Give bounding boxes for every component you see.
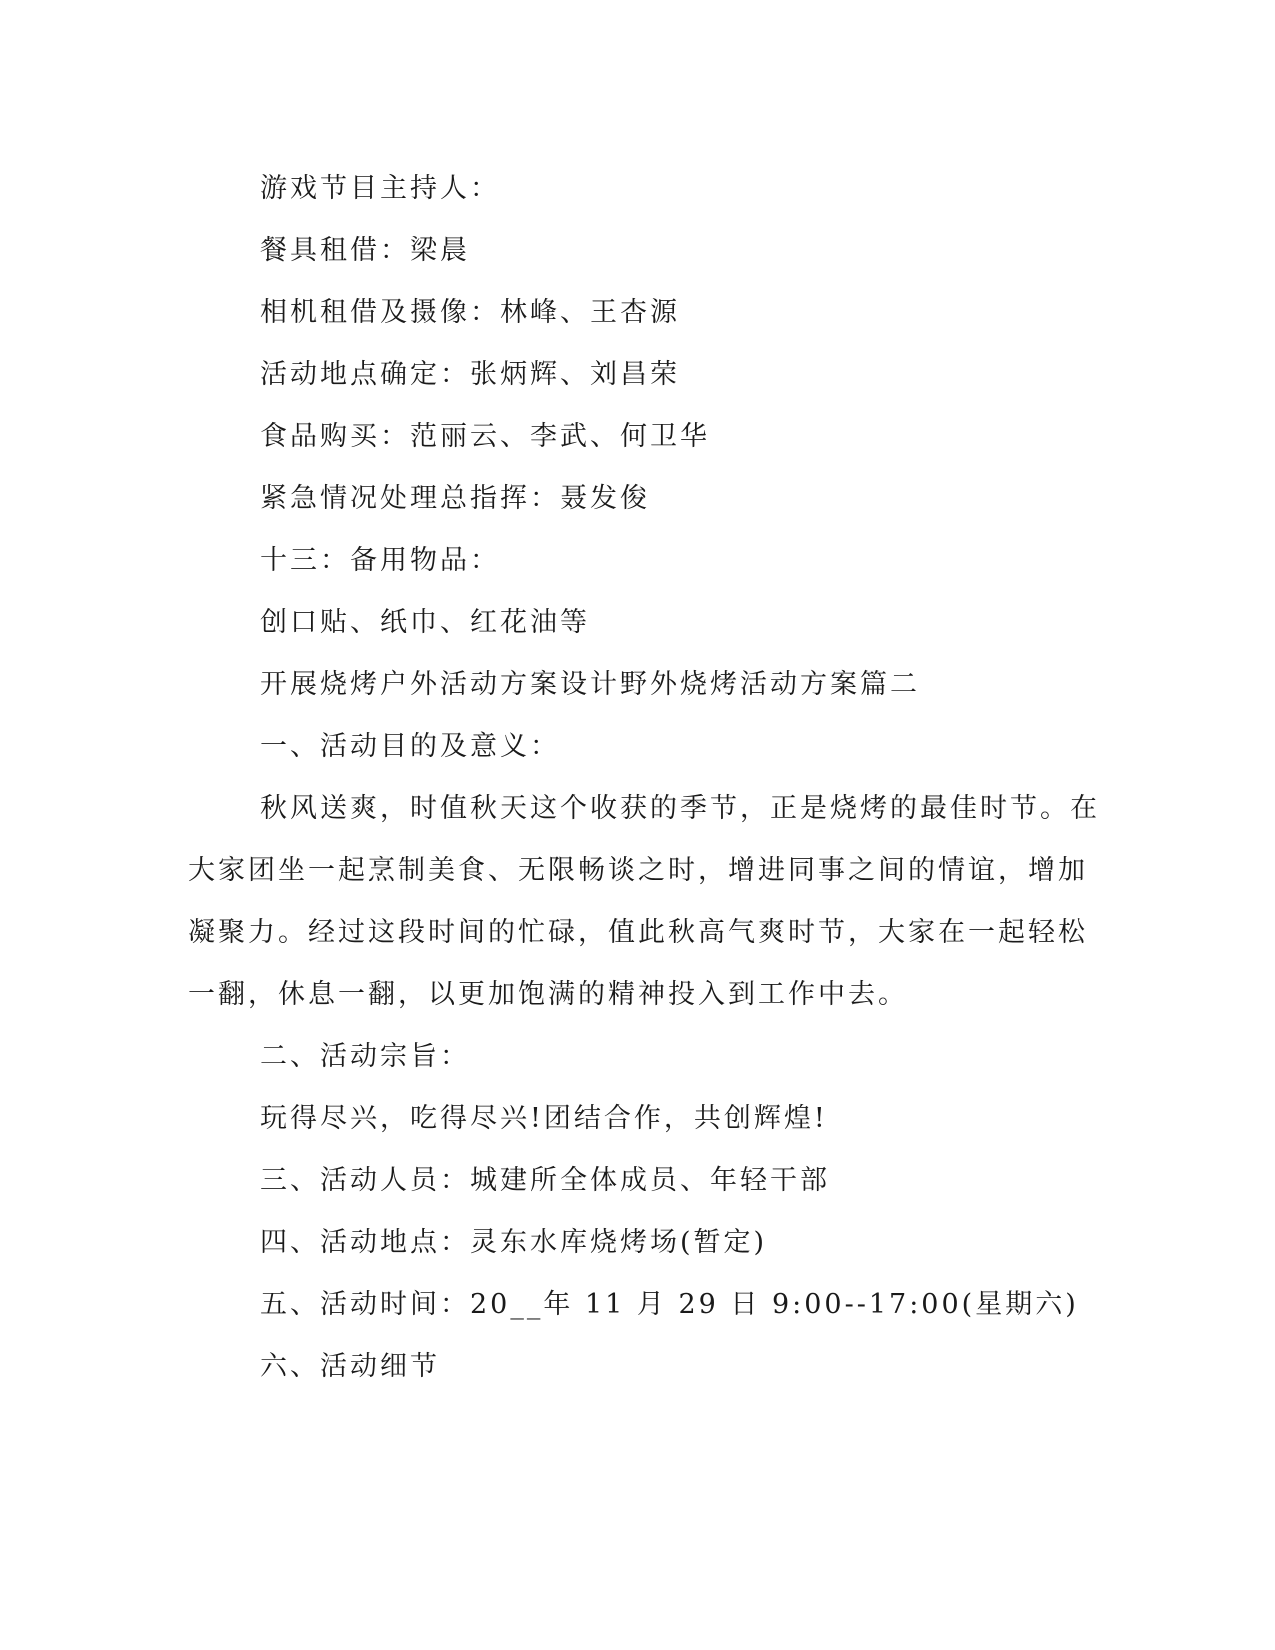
section-heading: 一、活动目的及意义： [260, 731, 560, 762]
purpose-paragraph [188, 778, 1100, 1026]
text-line: 玩得尽兴，吃得尽兴!团结合作，共创辉煌! [260, 1103, 828, 1134]
section-heading: 五、活动时间：20__年 11 月 29 日 9:00--17:00(星期六) [260, 1289, 1079, 1320]
paragraph-line: 一翻，休息一翻，以更加饱满的精神投入到工作中去。 [188, 979, 908, 1010]
text-line: 创口贴、纸巾、红花油等 [260, 607, 590, 638]
paragraph-line: 大家团坐一起烹制美食、无限畅谈之时，增进同事之间的情谊，增加 [188, 855, 1088, 886]
section-heading: 六、活动细节 [260, 1351, 440, 1382]
document-body [188, 158, 1100, 1398]
section-heading: 二、活动宗旨： [260, 1041, 470, 1072]
section-heading: 十三：备用物品： [260, 545, 500, 576]
section-heading: 三、活动人员：城建所全体成员、年轻干部 [260, 1165, 830, 1196]
text-line: 相机租借及摄像：林峰、王杏源 [260, 297, 680, 328]
section-heading: 四、活动地点：灵东水库烧烤场(暂定) [260, 1227, 768, 1258]
text-line: 紧急情况处理总指挥：聂发俊 [260, 483, 650, 514]
text-line: 食品购买：范丽云、李武、何卫华 [260, 421, 710, 452]
text-line: 游戏节目主持人： [260, 173, 500, 204]
text-line: 活动地点确定：张炳辉、刘昌荣 [260, 359, 680, 390]
document-title: 开展烧烤户外活动方案设计野外烧烤活动方案篇二 [260, 669, 920, 700]
paragraph-line: 秋风送爽，时值秋天这个收获的季节，正是烧烤的最佳时节。在 [260, 793, 1100, 824]
paragraph-line: 凝聚力。经过这段时间的忙碌，值此秋高气爽时节，大家在一起轻松 [188, 917, 1088, 948]
text-line: 餐具租借：梁晨 [260, 235, 470, 266]
